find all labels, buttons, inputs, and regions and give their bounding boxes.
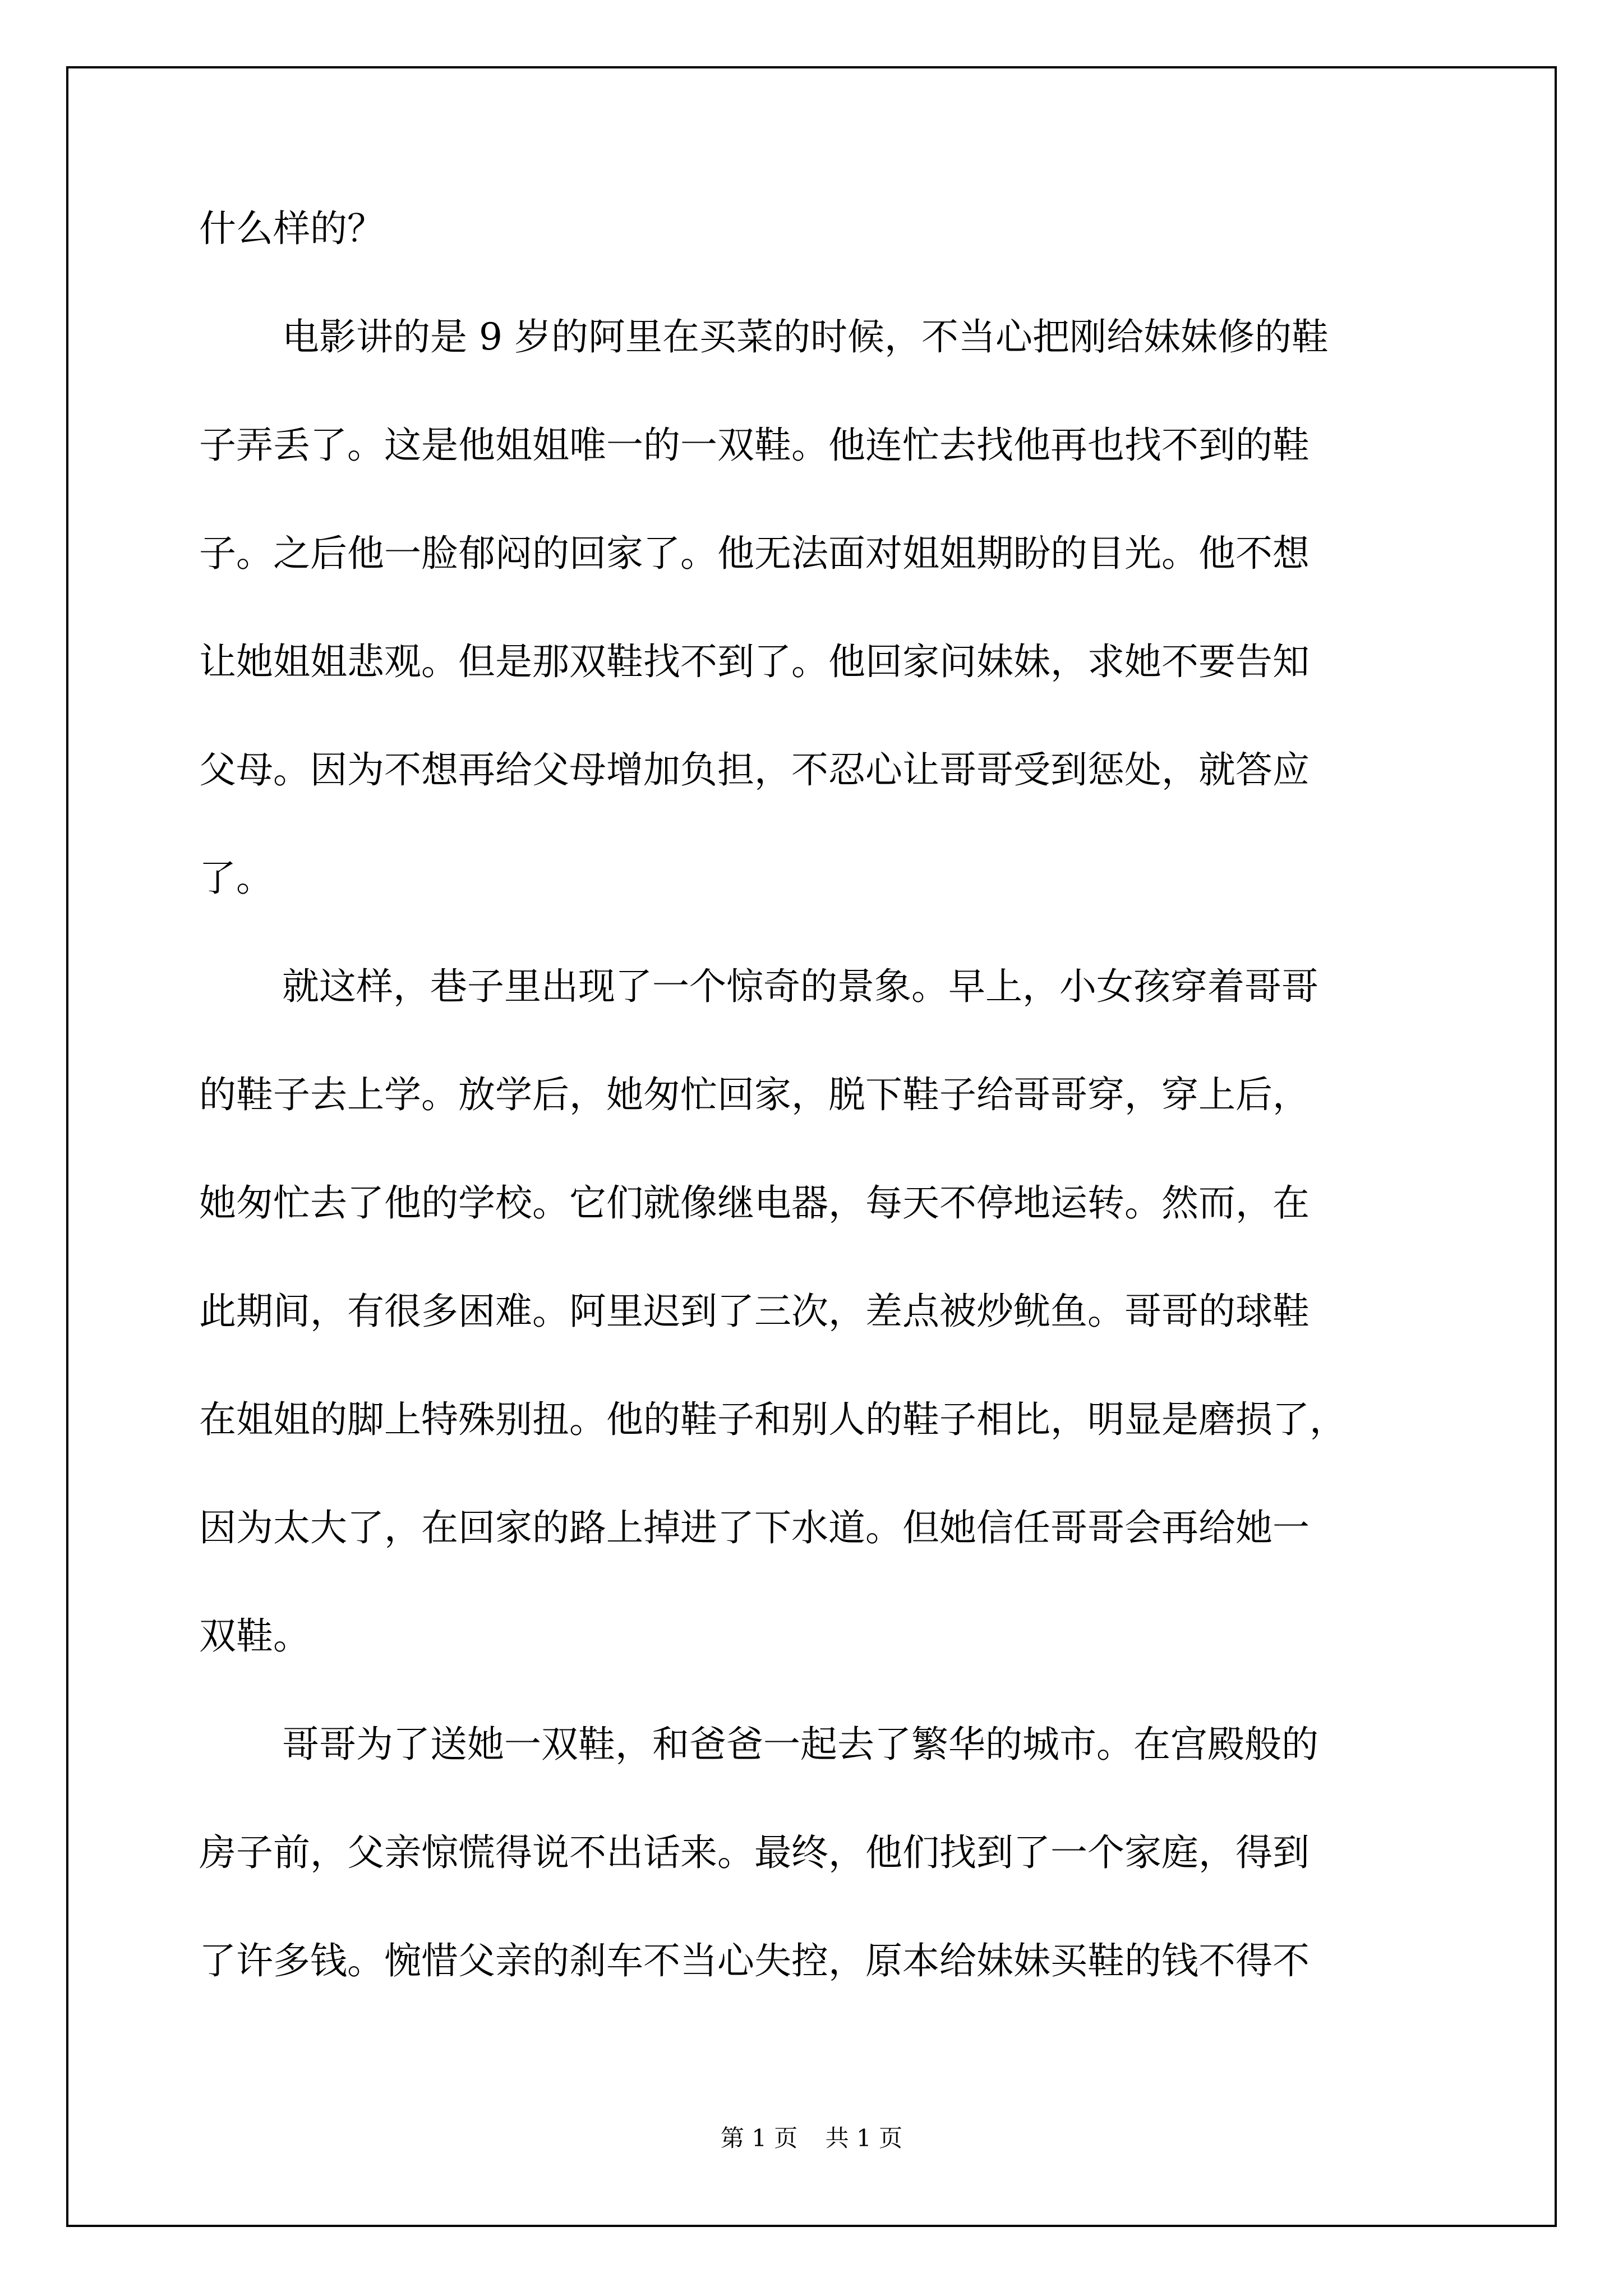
paragraph-start-line: 哥哥为了送她一双鞋，和爸爸一起去了繁华的城市。在宫殿般的 — [282, 1723, 1318, 1766]
text-line: 的鞋子去上学。放学后，她匆忙回家，脱下鞋子给哥哥穿，穿上后， — [199, 1073, 1310, 1116]
page-count: 共 1 页 — [825, 2124, 903, 2152]
page-border — [66, 66, 1557, 2227]
text-line: 双鞋。 — [199, 1614, 310, 1658]
text-line: 子。之后他一脸郁闷的回家了。他无法面对姐姐期盼的目光。他不想 — [199, 532, 1310, 575]
page-number: 第 1 页 — [720, 2124, 798, 2152]
text-line: 了许多钱。惋惜父亲的刹车不当心失控，原本给妹妹买鞋的钱不得不 — [199, 1939, 1310, 1982]
text-line: 了。 — [199, 857, 273, 900]
page-footer — [0, 2124, 1623, 2152]
text-line: 因为太大了，在回家的路上掉进了下水道。但她信任哥哥会再给她一 — [199, 1506, 1310, 1549]
text-line: 此期间，有很多困难。阿里迟到了三次，差点被炒鱿鱼。哥哥的球鞋 — [199, 1290, 1310, 1333]
text-line: 房子前，父亲惊慌得说不出话来。最终，他们找到了一个家庭，得到 — [199, 1831, 1310, 1874]
text-line: 什么样的？ — [199, 207, 384, 250]
text-line: 她匆忙去了他的学校。它们就像继电器，每天不停地运转。然而，在 — [199, 1181, 1310, 1225]
text-line: 子弄丢了。这是他姐姐唯一的一双鞋。他连忙去找他再也找不到的鞋 — [199, 424, 1310, 467]
text-line: 让她姐姐悲观。但是那双鞋找不到了。他回家问妹妹，求她不要告知 — [199, 640, 1310, 683]
paragraph-start-line: 就这样，巷子里出现了一个惊奇的景象。早上，小女孩穿着哥哥 — [282, 965, 1318, 1008]
text-line: 父母。因为不想再给父母增加负担，不忍心让哥哥受到惩处，就答应 — [199, 748, 1310, 792]
text-line: 在姐姐的脚上特殊别扭。他的鞋子和别人的鞋子相比，明显是磨损了， — [199, 1398, 1347, 1441]
paragraph-start-line: 电影讲的是 9 岁的阿里在买菜的时候，不当心把刚给妹妹修的鞋 — [282, 315, 1329, 358]
